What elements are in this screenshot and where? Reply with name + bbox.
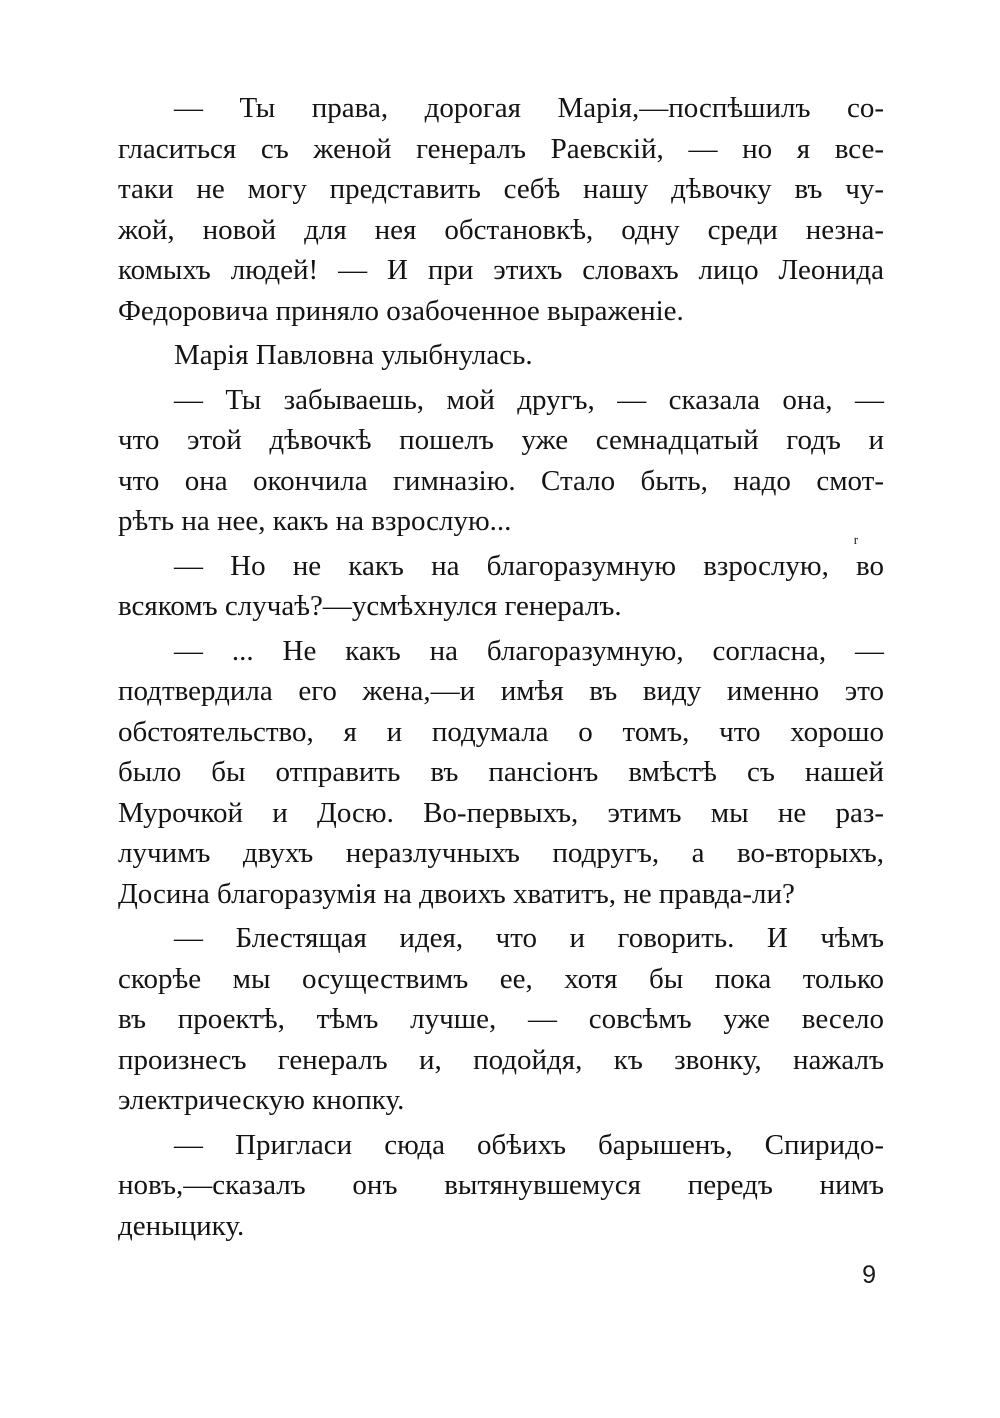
text-line: — Блестящая идея, что и говорить. И чѣмъ bbox=[174, 922, 884, 954]
paragraph bbox=[118, 335, 884, 376]
text-line: — ... Не какъ на благоразумную, согласна, — bbox=[174, 634, 884, 667]
text-line: деныцику. bbox=[118, 1209, 245, 1242]
text-line: жой, новой для нея обстановкѣ, одну среди незна- bbox=[118, 213, 884, 246]
text-line: подтвердила его жена,—и имѣя въ виду именно это bbox=[118, 675, 884, 707]
text-line: было бы отправить въ пансіонъ вмѣстѣ съ нашей bbox=[118, 756, 884, 788]
text-line: всякомъ случаѣ?—усмѣхнулся генералъ. bbox=[118, 590, 622, 622]
text-line: Досина благоразумія на двоихъ хватитъ, не правда-ли? bbox=[118, 877, 795, 910]
text-line: въ проектѣ, тѣмъ лучше, — совсѣмъ уже весело bbox=[118, 1003, 884, 1035]
paragraph bbox=[118, 631, 884, 915]
text-line: — Ты забываешь, мой другъ, — сказала она, — bbox=[174, 383, 884, 416]
text-line: рѣть на нее, какъ на взрослую... bbox=[118, 505, 512, 537]
paragraph bbox=[118, 1125, 884, 1247]
page-number: 9 bbox=[862, 1261, 876, 1289]
text-line: скорѣе мы осуществимъ ее, хотя бы пока только bbox=[118, 962, 884, 995]
body-text bbox=[118, 88, 884, 1246]
text-line: произнесъ генералъ и, подойдя, къ звонку, нажалъ bbox=[118, 1043, 884, 1076]
text-line: комыхъ людей! — И при этихъ словахъ лицо Леонида bbox=[118, 254, 884, 286]
text-line: лучимъ двухъ неразлучныхъ подругъ, а во-вторыхъ, bbox=[118, 837, 884, 869]
text-line: — Пригласи сюда обѣихъ барышенъ, Спиридо- bbox=[174, 1128, 884, 1161]
text-line: Марія Павловна улыбнулась. bbox=[174, 339, 533, 371]
text-line: новъ,—сказалъ онъ вытянувшемуся передъ нимъ bbox=[118, 1169, 884, 1201]
paragraph bbox=[118, 918, 884, 1121]
text-line: Федоровича приняло озабоченное выраженіе. bbox=[118, 294, 684, 327]
text-line: гласиться съ женой генералъ Раевскій, — но я все- bbox=[118, 132, 884, 165]
text-line: что она окончила гимназію. Стало быть, надо смот- bbox=[118, 464, 884, 497]
text-line: обстоятельство, я и подумала о томъ, что хорошо bbox=[118, 715, 884, 748]
paragraph bbox=[118, 88, 884, 331]
text-line: Мурочкой и Досю. Во-первыхъ, этимъ мы не раз- bbox=[118, 796, 884, 829]
paragraph bbox=[118, 546, 884, 627]
text-line: что этой дѣвочкѣ пошелъ уже семнадцатый годъ и bbox=[118, 424, 884, 456]
text-line: электрическую кнопку. bbox=[118, 1084, 405, 1116]
paragraph bbox=[118, 380, 884, 542]
text-line: таки не могу представить себѣ нашу дѣвочку въ чу- bbox=[118, 173, 884, 205]
text-line: — Но не какъ на благоразумную взрослую, во bbox=[174, 549, 884, 582]
text-line: — Ты права, дорогая Марія,—поспѣшилъ со- bbox=[174, 92, 884, 124]
